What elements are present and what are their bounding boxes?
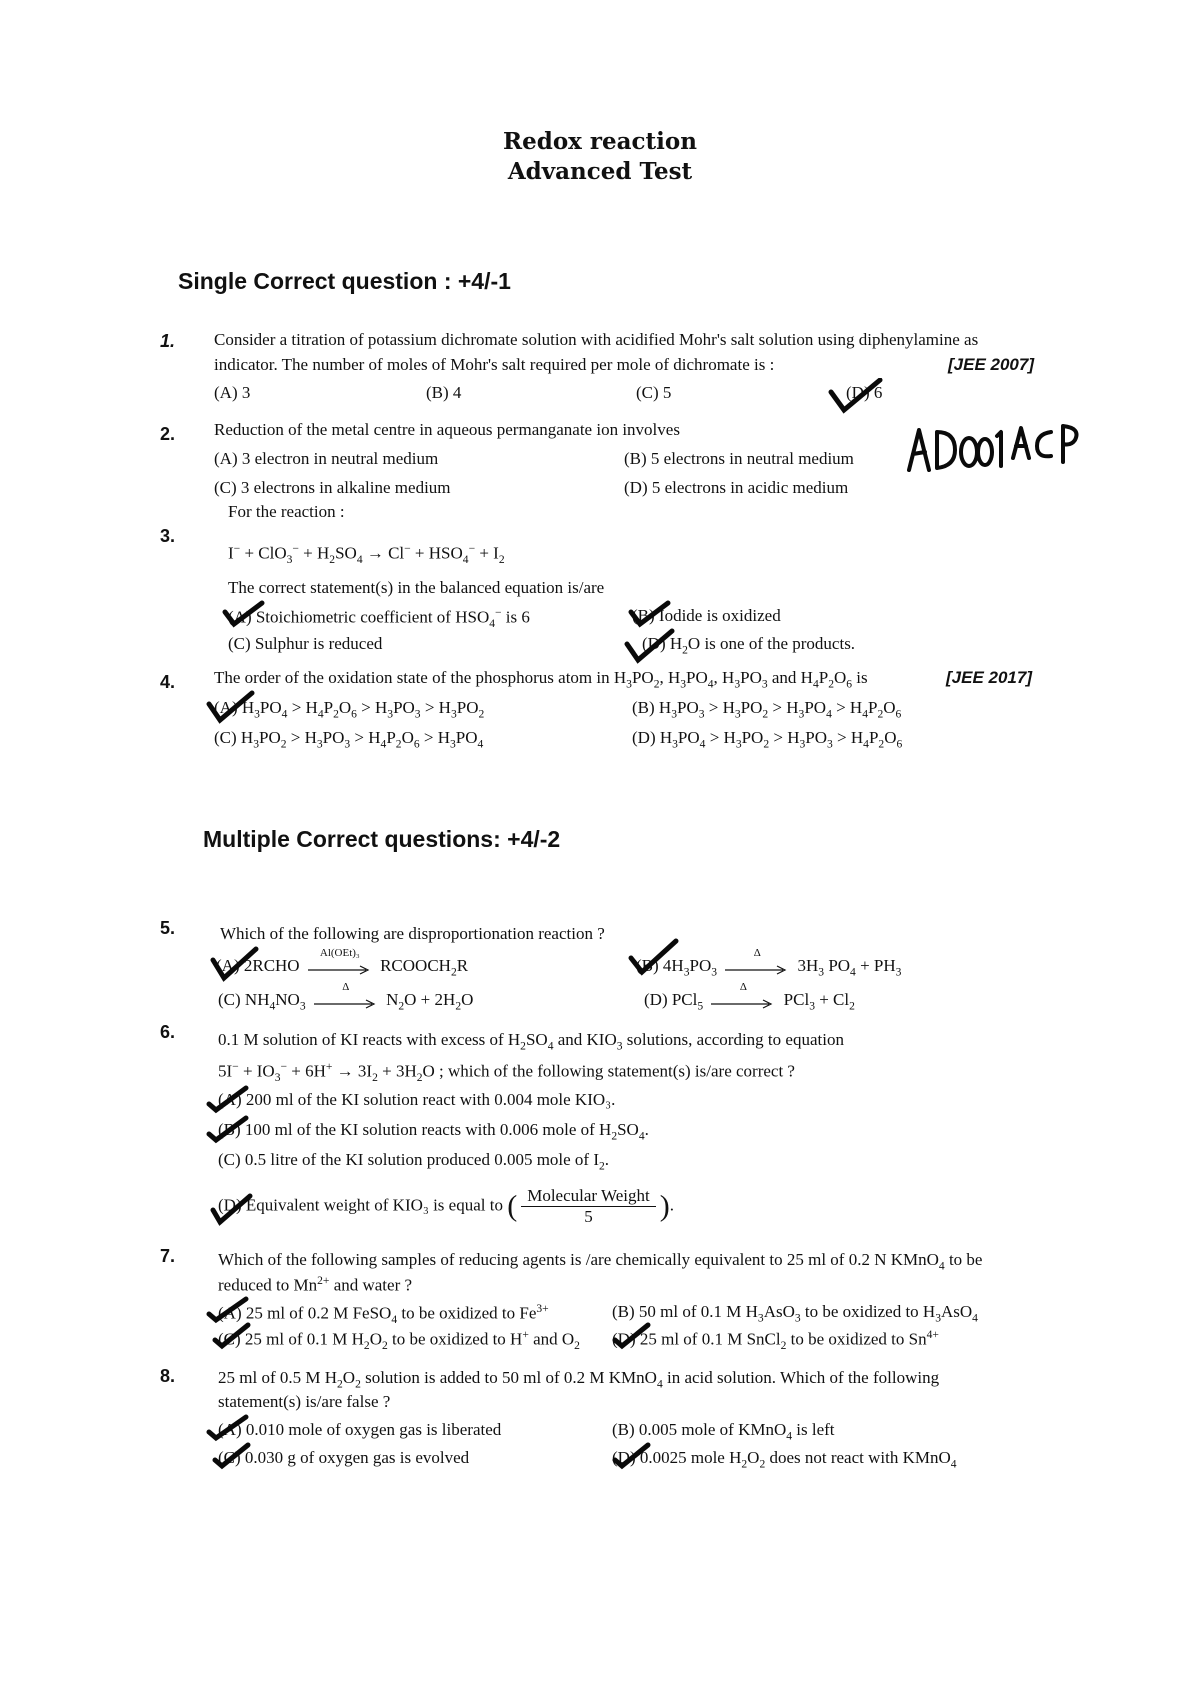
question-number: 6. <box>160 1022 176 1042</box>
doc-title-line2: Advanced Test <box>507 158 693 185</box>
doc-title-line1: Redox reaction <box>503 128 697 155</box>
reaction-arrow: Al(OEt)₃ <box>308 961 372 973</box>
q2-stem: Reduction of the metal centre in aqueous permanganate ion involves <box>214 420 680 439</box>
q6-option-b: (B) 100 ml of the KI solution reacts with 0.006 mole of $H_2SO_4$. <box>218 1120 649 1143</box>
checkmark-icon <box>612 1442 652 1470</box>
q6-option-c: (C) 0.5 litre of the KI solution produced 0.005 mole of $I_2$. <box>218 1150 610 1173</box>
q5-stem: Which of the following are disproportionation reaction ? <box>220 924 605 943</box>
q5-option-d: (D) PCl$_5$ Δ $PCl_3 + Cl_2$ <box>644 981 855 1013</box>
question-number: 3. <box>160 526 176 546</box>
q8-option-b: (B) 0.005 mole of KMnO$_4$ is left <box>612 1420 835 1443</box>
q3-option-a: (A) Stoichiometric coefficient of $HSO_4^-$ is 6 <box>228 606 530 631</box>
exam-tag: [JEE 2007] <box>948 355 1034 374</box>
q4-option-b: (B) $H_3PO_3 > H_3PO_2 > H_3PO_4 > H_4P_2O_6$ <box>632 698 902 721</box>
section-heading-single: Single Correct question : +4/-1 <box>178 268 511 294</box>
reaction-arrow: Δ <box>314 995 378 1007</box>
q6-stem-line2: $5I^- + IO_3^- + 6H^+ \to 3I_2 + 3H_2O$ ; which of the following statement(s) is/are correct ? <box>218 1060 795 1085</box>
question-number: 5. <box>160 918 176 938</box>
q5-option-b: (B) $4H_3PO_3$ Δ $3H_3$ $PO_4 + PH_3$ <box>636 947 902 979</box>
q3-equation: $I^- + ClO_3^- + H_2SO_4 \to Cl^- + HSO_4^- + I_2$ <box>228 542 505 567</box>
q3-intro: For the reaction : <box>228 502 345 521</box>
q1-option-d: (D) 6 <box>846 383 883 402</box>
checkmark-icon <box>612 1322 652 1350</box>
q5-option-a: (A) 2RCHO Al(OEt)₃ $RCOOCH_2R$ <box>216 947 469 979</box>
q3-option-c: (C) Sulphur is reduced <box>228 634 383 653</box>
handwritten-note <box>905 422 1085 478</box>
question-number: 7. <box>160 1246 176 1266</box>
checkmark-icon <box>628 938 680 978</box>
q3-option-d: (D) $H_2O$ is one of the products. <box>642 634 856 657</box>
q1-option-c: (C) 5 <box>636 383 672 402</box>
q7-stem-line2: reduced to $Mn^{2+}$ and water ? <box>218 1274 413 1295</box>
checkmark-icon <box>624 628 676 664</box>
q3-question: The correct statement(s) in the balanced equation is/are <box>228 578 605 597</box>
q7-option-c: (C) 25 ml of 0.1 M $H_2O_2$ to be oxidized to H+ and $O_2$ <box>218 1328 580 1353</box>
question-number: 2. <box>160 424 176 444</box>
checkmark-icon <box>212 1322 252 1350</box>
q2-option-b: (B) 5 electrons in neutral medium <box>624 449 854 468</box>
q8-option-a: (A) 0.010 mole of oxygen gas is liberated <box>218 1420 502 1439</box>
checkmark-icon <box>210 1192 254 1228</box>
q4-option-d: (D) $H_3PO_4 > H_3PO_2 > H_3PO_3 > H_4P_2O_6$ <box>632 728 903 751</box>
reaction-arrow: Δ <box>711 995 775 1007</box>
q7-option-d: (D) 25 ml of 0.1 M SnCl$_2$ to be oxidized to $Sn^{4+}$ <box>612 1328 939 1353</box>
checkmark-icon <box>828 378 884 414</box>
question-number: 8. <box>160 1366 176 1386</box>
checkmark-icon <box>210 946 260 982</box>
q7-stem-line1: Which of the following samples of reducing agents is /are chemically equivalent to 25 ml of 0.2 N KMnO$_4$ to be <box>218 1250 983 1273</box>
q7-option-a: (A) 25 ml of 0.2 M FeSO$_4$ to be oxidized to $Fe^{3+}$ <box>218 1302 549 1327</box>
q5-option-c: (C) $NH_4NO_3$ Δ $N_2O + 2H_2O$ <box>218 981 474 1013</box>
question-number: 4. <box>160 672 176 692</box>
checkmark-icon <box>206 690 256 724</box>
q8-stem-line2: statement(s) is/are false ? <box>218 1392 391 1411</box>
q4-stem: The order of the oxidation state of the phosphorus atom in $H_3PO_2$, $H_3PO_4$, $H_3PO_3$ and $H_4P_2O_6$ is <box>214 668 868 691</box>
q7-option-b: (B) 50 ml of 0.1 M $H_3AsO_3$ to be oxidized to $H_3AsO_4$ <box>612 1302 978 1325</box>
checkmark-icon <box>222 600 266 628</box>
checkmark-icon <box>206 1296 250 1324</box>
checkmark-icon <box>628 600 672 628</box>
section-heading-multiple: Multiple Correct questions: +4/-2 <box>203 826 561 852</box>
q1-stem-line1: Consider a titration of potassium dichromate solution with acidified Mohr's salt solution using diphenylamine as <box>214 330 979 349</box>
checkmark-icon <box>212 1442 252 1470</box>
q2-option-c: (C) 3 electrons in alkaline medium <box>214 478 451 497</box>
q8-option-c: (C) 0.030 g of oxygen gas is evolved <box>218 1448 470 1467</box>
q2-option-d: (D) 5 electrons in acidic medium <box>624 478 849 497</box>
q8-stem-line1: 25 ml of 0.5 M $H_2O_2$ solution is added to 50 ml of 0.2 M KMnO$_4$ in acid solution. Which of the following <box>218 1368 940 1391</box>
question-number: 1. <box>160 331 176 351</box>
q1-option-a: (A) 3 <box>214 383 251 402</box>
reaction-arrow: Δ <box>725 961 789 973</box>
checkmark-icon <box>206 1114 250 1144</box>
q6-stem-line1: 0.1 M solution of KI reacts with excess of $H_2SO_4$ and $KIO_3$ solutions, according to equation <box>218 1030 844 1053</box>
q6-option-a: (A) 200 ml of the KI solution react with 0.004 mole KIO₃. <box>218 1090 616 1109</box>
q1-option-b: (B) 4 <box>426 383 462 402</box>
q6-option-d: (D) Equivalent weight of KIO₃ is equal to ( $\frac{\text{Molecular Weight}}{5}$ ). <box>218 1186 674 1226</box>
q4-option-a: (A) $H_3PO_4 > H_4P_2O_6 > H_3PO_3 > H_3PO_2$ <box>214 698 485 721</box>
exam-tag: [JEE 2017] <box>946 668 1032 687</box>
q4-option-c: (C) $H_3PO_2 > H_3PO_3 > H_4P_2O_6 > H_3PO_4$ <box>214 728 484 751</box>
fraction: $\frac{\text{Molecular Weight}}{5}$ <box>521 1186 655 1227</box>
q2-option-a: (A) 3 electron in neutral medium <box>214 449 439 468</box>
checkmark-icon <box>206 1084 250 1114</box>
q1-stem-line2: indicator. The number of moles of Mohr's salt required per mole of dichromate is : <box>214 355 775 374</box>
checkmark-icon <box>206 1414 250 1442</box>
q3-option-b: (B) Iodide is oxidized <box>632 606 781 625</box>
q8-option-d: (D) 0.0025 mole $H_2O_2$ does not react with KMnO$_4$ <box>612 1448 957 1471</box>
